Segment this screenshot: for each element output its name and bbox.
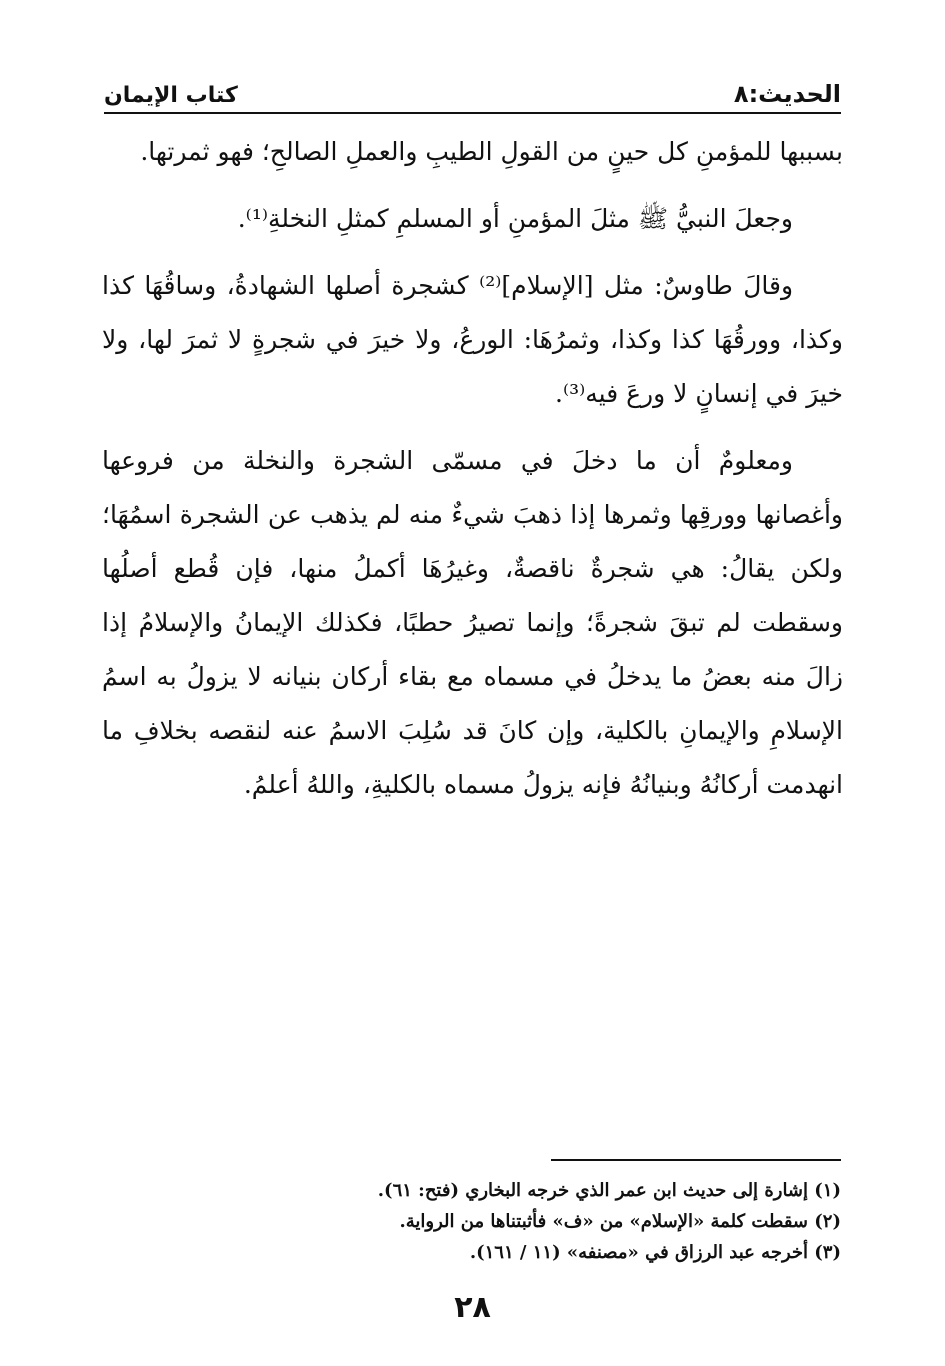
- paragraph-1: بسببها للمؤمنِ كل حينٍ من القولِ الطيبِ والعملِ الصالحِ؛ فهو ثمرتها.: [140, 137, 843, 166]
- paragraph-3: وقالَ طاوسٌ: مثل [الإسلام]⁽²⁾ كشجرة أصلها الشهادةُ، وساقُهَا كذا وكذا، وورقُهَا كذا وكذا، وثمرُهَا: الورعُ، ولا خيرَ في شجرةٍ لا ثمرَ لها، ولا خيرَ في إنسانٍ لا ورعَ فيه⁽³⁾.: [102, 271, 843, 408]
- paragraph-4: ومعلومٌ أن ما دخلَ في مسمّى الشجرة والنخلة من فروعها وأغصانها وورقِها وثمرها إذا ذهبَ شيءٌ منه لم يذهب عن الشجرة اسمُهَا؛ ولكن يقالُ: هي شجرةٌ ناقصةٌ، وغيرُهَا أكملُ منها، فإن قُطع أصلُها وسقطت لم تبقَ شجرةً؛ وإنما تصيرُ حطبًا، فكذلك الإيمانُ والإسلامُ إذا زالَ منه بعضُ ما يدخلُ في مسماه مع بقاء أركان بنيانه لا يزولُ به اسمُ الإسلامِ والإيمانِ بالكلية، وإن كانَ قد سُلِبَ الاسمُ عنه لنقصه بخلافِ ما انهدمت أركانُهُ وبنيانُهُ فإنه يزولُ مسماه بالكليةِ، واللهُ أعلمُ.: [102, 446, 843, 799]
- running-header: [104, 62, 841, 114]
- footnotes: [104, 1175, 841, 1268]
- book-title: كتاب الإيمان: [104, 83, 238, 108]
- footnote-3: (٣) أخرجه عبد الرزاق في «مصنفه» (١١ / ١٦١).: [469, 1242, 841, 1263]
- hadith-number: الحديث:٨: [733, 80, 841, 108]
- paragraph-2: وجعلَ النبيُّ ﷺ مثلَ المؤمنِ أو المسلمِ كمثلِ النخلةِ⁽¹⁾.: [237, 204, 793, 233]
- footnote-divider: [551, 1159, 841, 1161]
- footnote-2: (٢) سقطت كلمة «الإسلام» من «ف» فأثبتناها من الرواية.: [399, 1211, 841, 1232]
- footnote-1: (١) إشارة إلى حديث ابن عمر الذي خرجه البخاري (فتح: ٦١).: [377, 1180, 841, 1201]
- main-text: [102, 125, 843, 825]
- page-number: ٢٨: [454, 1290, 491, 1325]
